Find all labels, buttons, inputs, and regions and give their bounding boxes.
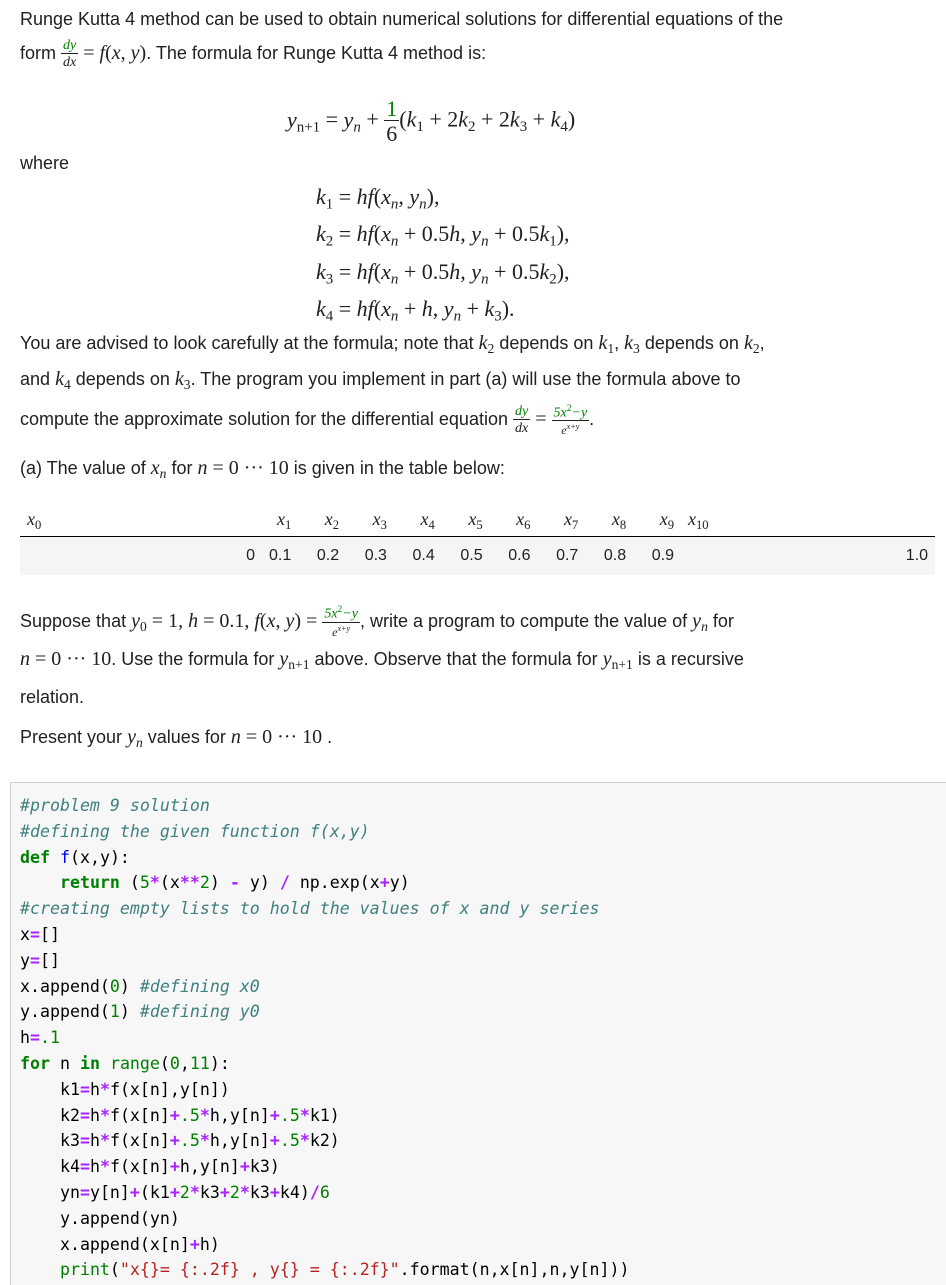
k2-formula: $k_2 = hf(x_n + 0.5h$, $y_n + 0.5k_1$), [316,221,570,250]
header-x3: $x_3$ [346,506,394,537]
code-line: k1=h*f(x[n],y[n]) [20,1079,230,1099]
table-row [20,537,935,576]
x-values-table [20,506,935,575]
table-cell: 0.3 [346,537,394,576]
code-cell[interactable] [10,782,946,1285]
header-x9: $x_9$ [633,506,681,537]
code-line: h=.1 [20,1028,60,1048]
header-x2: $x_2$ [298,506,346,537]
code-line: yn=y[n]+(k1+2*k3+2*k3+k4)/6 [20,1182,330,1202]
code-line: y=[] [20,950,60,970]
dy-dx-fraction: $\frac{dy}{dx}$ [515,403,529,436]
code-line: x=[] [20,924,60,944]
table-cell: 0.4 [394,537,442,576]
code-line: def f(x,y): [20,847,130,867]
table-header-row [20,506,935,537]
code-line: k2=h*f(x[n]+.5*h,y[n]+.5*k1) [20,1105,340,1125]
present-text: Present your $y_n$ values for n = 0 ··· 10 . [20,726,333,751]
table-cell: 0.8 [585,537,633,576]
header-x8: $x_8$ [585,506,633,537]
table-cell: 0.7 [537,537,585,576]
table-cell: 0.6 [490,537,538,576]
code-line: print("x{}= {:.2f} , y{} = {:.2f}".format(n,x[n],n,y[n])) [59,1260,630,1280]
f-fraction: $\frac{5x^2-y}{e^{x+y}}$ [324,605,358,640]
code-line: x.append(x[n]+h) [20,1234,220,1254]
header-x6: $x_6$ [490,506,538,537]
code-line: #creating empty lists to hold the values of x and y series [20,899,600,919]
code-line: for n in range(0,11): [20,1053,230,1073]
header-x1: $x_1$ [262,506,298,537]
header-x10: $x_{10}$ [681,506,935,537]
header-x5: $x_5$ [442,506,490,537]
k4-formula: $k_4 = hf(x_n + h$, $y_n + k_3$). [316,296,515,325]
dy-dx-fraction: $\frac{dy}{dx}$ [63,37,77,70]
table-cell: 0.1 [262,537,298,576]
intro-paragraph [20,4,926,70]
code-line: x.append(0) #defining x0 [20,976,260,996]
suppose-paragraph: Suppose that $y_0 = 1$, h = 0.1, f(x, y) = $\frac{5x^2-y}{e^{x+y}}$ , write a program to compute the value of $y_n$ for n = 0 ··· 10. Use the formula for $y_{n+1}$ above. Observe that the formula for $y_{n+1}$ is a recursive relation. [20,605,744,708]
k1-formula: $k_1 = hf(x_n$, $y_n$), [316,184,440,213]
code-line: y.append(1) #defining y0 [20,1002,260,1022]
code-line: #defining the given function f(x,y) [20,821,370,841]
advice-paragraph: You are advised to look carefully at the formula; note that $k_2$ depends on $k_1$, $k_3$ depends on $k_2$, and $k_4$ depends on $k_3$. The program you implement in part (a) will use the formula above to compute the approximate solution for the differential equation $\frac{dy}{dx}$ = $\frac{5x^2-y}{e^{x+y}}$ . [20,332,765,438]
table-cell: 1.0 [681,537,935,576]
k3-formula: $k_3 = hf(x_n + 0.5h$, $y_n + 0.5k_2$), [316,258,570,288]
rhs-fraction: $\frac{5x^2-y}{e^{x+y}}$ [553,403,588,438]
header-x7: $x_7$ [537,506,585,537]
table-cell: 0.9 [633,537,681,576]
code-line: k3=h*f(x[n]+.5*h,y[n]+.5*k2) [20,1131,340,1151]
k-formulas [316,182,570,332]
code-content [11,783,946,1283]
table-cell: 0.5 [442,537,490,576]
code-line: #problem 9 solution [20,796,210,815]
intro-line-1: Runge Kutta 4 method can be used to obtain numerical solutions for differential equations of the [20,9,784,29]
intro-line-2: form $\frac{dy}{dx}$ = f(x, y). The formula for Runge Kutta 4 method is: [20,37,487,70]
header-x0: $x_0$ [20,506,262,537]
rk4-main-formula: $y_{n+1} = y_n$ + $\frac{1}{6}$ $(k_1 + 2k_2 + 2k_3 + k_4)$ [287,96,576,146]
header-x4: $x_4$ [394,506,442,537]
code-line: k4=h*f(x[n]+h,y[n]+k3) [20,1157,280,1177]
code-line: y.append(yn) [20,1208,180,1228]
table-cell: 0.2 [298,537,346,576]
code-line: return (5*(x**2) - y) / np.exp(x+y) [59,873,410,893]
part-a-text: (a) The value of $x_n$ for n = 0 ··· 10 is given in the table below: [20,457,505,482]
where-label: where [20,153,70,173]
table-cell: 0 [20,537,262,576]
